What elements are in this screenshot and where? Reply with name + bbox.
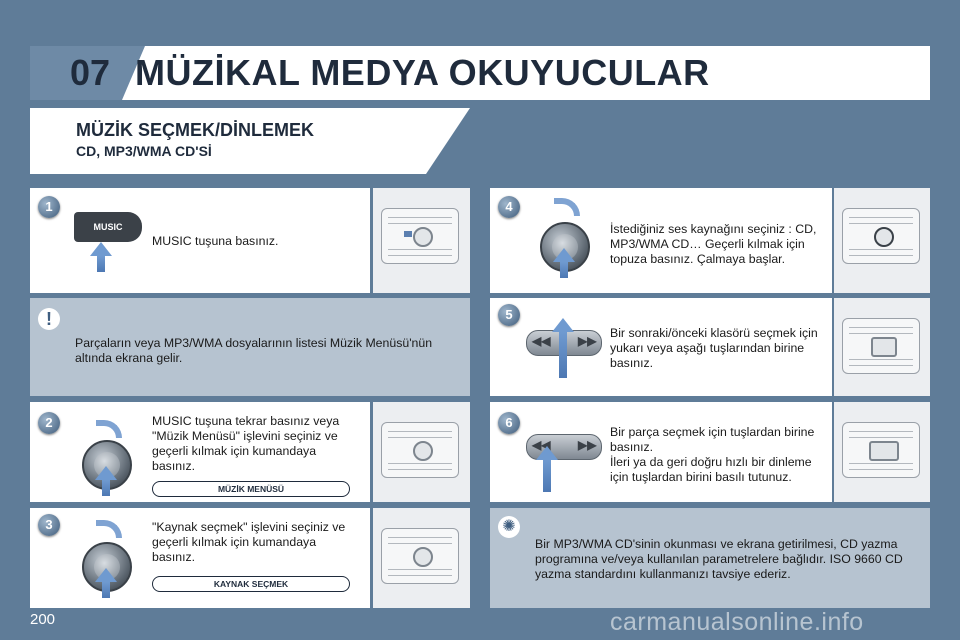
section-subtitle: CD, MP3/WMA CD'Sİ	[76, 143, 212, 159]
dial-icon	[78, 520, 140, 600]
radio-unit-icon	[381, 528, 459, 584]
step-number-4: 4	[498, 196, 520, 218]
watermark: carmanualsonline.info	[610, 608, 864, 636]
section-title: MÜZİK SEÇMEK/DİNLEMEK	[76, 120, 314, 140]
chapter-title: MÜZİKAL MEDYA OKUYUCULAR	[135, 52, 710, 93]
step-number-6: 6	[498, 412, 520, 434]
dial-icon	[536, 198, 598, 282]
radio-thumbnail	[373, 508, 470, 608]
step-number-2: 2	[38, 412, 60, 434]
tip-text: Bir MP3/WMA CD'sinin okunması ve ekrana getirilmesi, CD yazma programına ve/veya kullanılan parametrelere bağlıdır. ISO 9660 CD yazma standardını kullanmanızı tavsiye ederiz.	[535, 537, 903, 581]
music-button-icon: MUSIC	[74, 212, 144, 272]
dial-icon	[78, 420, 140, 498]
step-5-text: Bir sonraki/önceki klasörü seçmek için yukarı veya aşağı tuşlarından birine basınız.	[610, 326, 818, 370]
step-1-text: MUSIC tuşuna basınız.	[152, 234, 279, 248]
step-6-text: Bir parça seçmek için tuşlardan birine basınız. İleri ya da geri doğru hızlı bir dinleme için tuşlardan birini basılı tutunuz.	[610, 425, 815, 484]
step-number-3: 3	[38, 514, 60, 536]
step-3-text: "Kaynak seçmek" işlevini seçiniz ve geçerli kılmak için kumandaya basınız.	[152, 520, 346, 564]
menu-label-badge: KAYNAK SEÇMEK	[152, 576, 350, 592]
step-number-5: 5	[498, 304, 520, 326]
radio-unit-icon	[842, 208, 920, 264]
radio-thumbnail	[373, 188, 470, 293]
radio-thumbnail	[373, 402, 470, 502]
step-4-text: İstediğiniz ses kaynağını seçiniz : CD, MP3/WMA CD… Geçerli kılmak için topuza basınız. Çalmaya başlar.	[610, 222, 817, 266]
chapter-number: 07	[70, 52, 111, 93]
radio-thumbnail	[834, 188, 930, 293]
warning-icon: !	[38, 308, 60, 330]
warning-text: Parçaların veya MP3/WMA dosyalarının listesi Müzik Menüsü'nün altında ekrana gelir.	[75, 336, 433, 365]
section-header	[30, 108, 470, 174]
page-number: 200	[30, 611, 56, 628]
radio-unit-icon	[842, 318, 920, 374]
radio-thumbnail	[834, 402, 930, 502]
rocker-left-right-icon: ◀◀ ▶▶	[526, 420, 602, 494]
radio-unit-icon	[381, 422, 459, 478]
radio-unit-icon	[842, 422, 920, 478]
lightbulb-icon: ✺	[498, 516, 520, 538]
radio-unit-icon	[381, 208, 459, 264]
step-2-text: MUSIC tuşuna tekrar basınız veya "Müzik Menüsü" işlevini seçiniz ve geçerli kılmak için kumandaya basınız.	[152, 414, 340, 473]
step-number-1: 1	[38, 196, 60, 218]
rocker-up-down-icon: ◀◀ ▶▶	[526, 318, 602, 380]
menu-label-badge: MÜZİK MENÜSÜ	[152, 481, 350, 497]
radio-thumbnail	[834, 298, 930, 396]
